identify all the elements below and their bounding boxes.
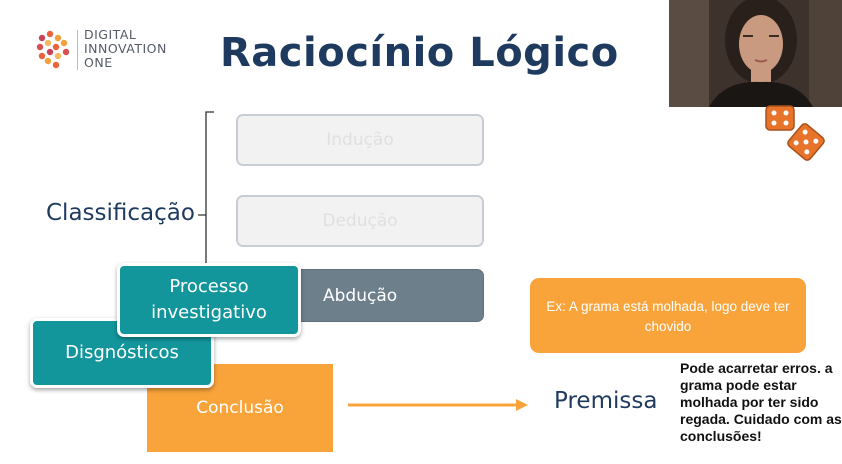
webcam-video bbox=[669, 0, 842, 107]
brand-logo bbox=[34, 28, 78, 72]
logo-line-1: DIGITAL bbox=[84, 27, 137, 42]
dice-icon bbox=[764, 104, 830, 164]
slide-title: Raciocínio Lógico bbox=[220, 30, 619, 76]
conclusion-arrow bbox=[346, 396, 532, 414]
classification-bracket bbox=[196, 110, 220, 270]
processo-investigativo-box bbox=[117, 263, 301, 337]
logo-line-3: ONE bbox=[84, 55, 113, 70]
premissa-label: Premissa bbox=[554, 388, 658, 414]
processo-investigativo-label: Processo investigativo bbox=[151, 276, 267, 323]
abducao-label: Abdução bbox=[323, 285, 398, 306]
logo-divider bbox=[77, 30, 78, 70]
example-bubble bbox=[530, 278, 806, 353]
example-text: Ex: A grama está molhada, logo deve ter chovido bbox=[546, 299, 790, 334]
warning-note: Pode acarretar erros. a grama pode estar molhada por ter sido regada. Cuidado com as conclusões! bbox=[680, 360, 842, 444]
logo-wordmark bbox=[84, 28, 167, 70]
logo-line-2: INNOVATION bbox=[84, 41, 167, 56]
deducao-box: Dedução bbox=[236, 195, 484, 247]
presenter-video-frame bbox=[669, 0, 842, 107]
conclusao-label: Conclusão bbox=[196, 398, 284, 418]
disgnosticos-label: Disgnósticos bbox=[65, 342, 179, 363]
logo-dots-icon bbox=[34, 28, 78, 72]
classification-label: Classificação bbox=[46, 200, 195, 226]
inducao-box: Indução bbox=[236, 114, 484, 166]
